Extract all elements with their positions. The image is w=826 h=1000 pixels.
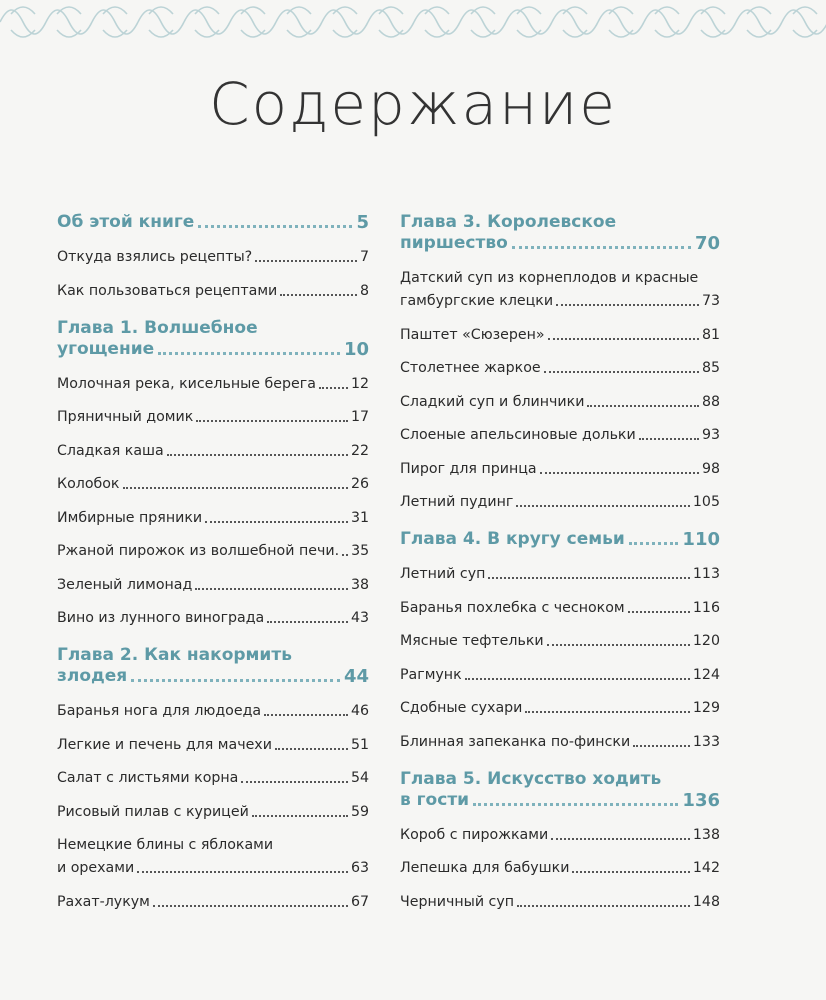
toc-entry[interactable]: Сдобные сухари 129: [400, 700, 720, 716]
leader-dots: [551, 838, 690, 840]
toc-entry[interactable]: Салат с листьями корна 54: [57, 770, 369, 786]
page-number: 136: [682, 789, 720, 811]
leader-dots: [517, 905, 690, 907]
leader-dots: [123, 487, 348, 489]
leader-dots: [512, 246, 691, 249]
toc-entry[interactable]: Рагмунк 124: [400, 666, 720, 683]
toc-chapter-5[interactable]: [400, 769, 720, 811]
leader-dots: [633, 745, 690, 747]
leader-dots: [548, 338, 699, 340]
chapter-title-line1: Глава 5. Искусство ходить: [400, 768, 662, 789]
leader-dots: [587, 405, 699, 407]
leader-dots: [342, 554, 348, 556]
toc-entry[interactable]: Мясные тефтельки 120: [400, 633, 720, 649]
toc-entry[interactable]: Баранья нога для людоеда 46: [57, 703, 369, 719]
leader-dots: [540, 472, 699, 474]
toc-entry[interactable]: Как пользоваться рецептами 8: [57, 282, 369, 299]
toc-entry[interactable]: Столетнее жаркое 85: [400, 360, 720, 376]
toc-chapter-2[interactable]: [57, 645, 369, 687]
page-number: 5: [356, 212, 369, 233]
toc-right-column: [400, 212, 720, 926]
leader-dots: [131, 679, 340, 682]
leader-dots: [198, 225, 352, 228]
section-title: Об этой книге: [57, 212, 195, 232]
page-title: Содержание: [209, 70, 617, 138]
leader-dots: [639, 438, 699, 440]
toc-entry[interactable]: Паштет «Сюзерен» 81: [400, 326, 720, 343]
toc-entry[interactable]: Черничный суп 148: [400, 893, 720, 910]
leader-dots: [205, 521, 348, 523]
toc-entry[interactable]: Слоеные апельсиновые дольки 93: [400, 427, 720, 443]
toc-entry[interactable]: Колобок 26: [57, 476, 369, 492]
leader-dots: [158, 352, 340, 355]
leader-dots: [196, 420, 348, 422]
leader-dots: [556, 304, 699, 306]
leader-dots: [547, 644, 690, 646]
toc-entry[interactable]: Молочная река, кисельные берега 12: [57, 375, 369, 392]
leader-dots: [280, 294, 357, 296]
toc-section-intro[interactable]: [57, 212, 369, 233]
toc-entry[interactable]: Датский суп из корнеплодов и красные гамбургские клецки 73: [400, 270, 720, 309]
leader-dots: [572, 871, 689, 873]
leader-dots: [137, 871, 348, 873]
toc-entry[interactable]: Летний суп 113: [400, 566, 720, 582]
page-number: 70: [694, 233, 720, 254]
toc-chapter-1[interactable]: [57, 318, 369, 360]
toc-entry[interactable]: Баранья похлебка с чесноком 116: [400, 599, 720, 616]
toc-entry[interactable]: Легкие и печень для мачехи 51: [57, 736, 369, 753]
chapter-title: Глава 4. В кругу семьи: [400, 529, 625, 549]
leader-dots: [267, 621, 348, 623]
toc-entry[interactable]: Немецкие блины с яблоками и орехами 63: [57, 837, 369, 876]
leader-dots: [473, 803, 678, 806]
toc-entry[interactable]: Вино из лунного винограда 43: [57, 610, 369, 626]
page-number: 44: [343, 666, 369, 687]
toc-entry[interactable]: Зеленый лимонад 38: [57, 576, 369, 593]
toc-left-column: [57, 212, 369, 926]
toc-entry[interactable]: Ржаной пирожок из волшебной печи. 35: [57, 543, 370, 559]
leader-dots: [525, 711, 690, 713]
toc-entry[interactable]: Лепешка для бабушки 142: [400, 860, 720, 876]
leader-dots: [153, 905, 348, 907]
decorative-border-ornament: [0, 0, 826, 44]
leader-dots: [628, 611, 690, 613]
leader-dots: [275, 748, 348, 750]
toc-entry[interactable]: Имбирные пряники 31: [57, 509, 369, 526]
leader-dots: [167, 454, 348, 456]
leader-dots: [465, 678, 690, 680]
page-number: 10: [343, 338, 369, 360]
leader-dots: [544, 371, 699, 373]
leader-dots: [629, 542, 679, 545]
toc-entry[interactable]: Блинная запеканка по-фински 133: [400, 733, 720, 750]
toc-entry[interactable]: Откуда взялись рецепты? 7: [57, 249, 369, 265]
chapter-title-line2: пиршество: [400, 233, 508, 253]
chapter-title-line1: Глава 2. Как накормить: [57, 645, 292, 665]
page-number: 110: [682, 529, 720, 550]
toc-entry[interactable]: Сладкий суп и блинчики 88: [400, 393, 720, 410]
toc-entry[interactable]: Пирог для принца 98: [400, 460, 720, 477]
chapter-title-line2: в гости: [400, 789, 470, 810]
leader-dots: [264, 714, 348, 716]
chapter-title-line1: Глава 1. Волшебное: [57, 317, 258, 338]
leader-dots: [252, 815, 348, 817]
leader-dots: [516, 505, 690, 507]
toc-chapter-4[interactable]: [400, 529, 720, 550]
toc-chapter-3[interactable]: [400, 212, 720, 254]
chapter-title-line2: злодея: [57, 666, 128, 686]
toc-entry[interactable]: Пряничный домик 17: [57, 409, 369, 425]
toc-entry[interactable]: Короб с пирожками 138: [400, 826, 720, 843]
leader-dots: [255, 260, 357, 262]
leader-dots: [241, 781, 348, 783]
toc-entry[interactable]: Рисовый пилав с курицей 59: [57, 803, 369, 820]
toc-entry[interactable]: Летний пудинг 105: [400, 494, 720, 510]
toc-entry[interactable]: Рахат-лукум 67: [57, 893, 369, 910]
leader-dots: [319, 387, 348, 389]
leader-dots: [195, 588, 348, 590]
chapter-title-line2: угощение: [57, 338, 155, 359]
chapter-title-line1: Глава 3. Королевское: [400, 212, 617, 232]
leader-dots: [488, 577, 690, 579]
toc-entry[interactable]: Сладкая каша 22: [57, 442, 369, 459]
